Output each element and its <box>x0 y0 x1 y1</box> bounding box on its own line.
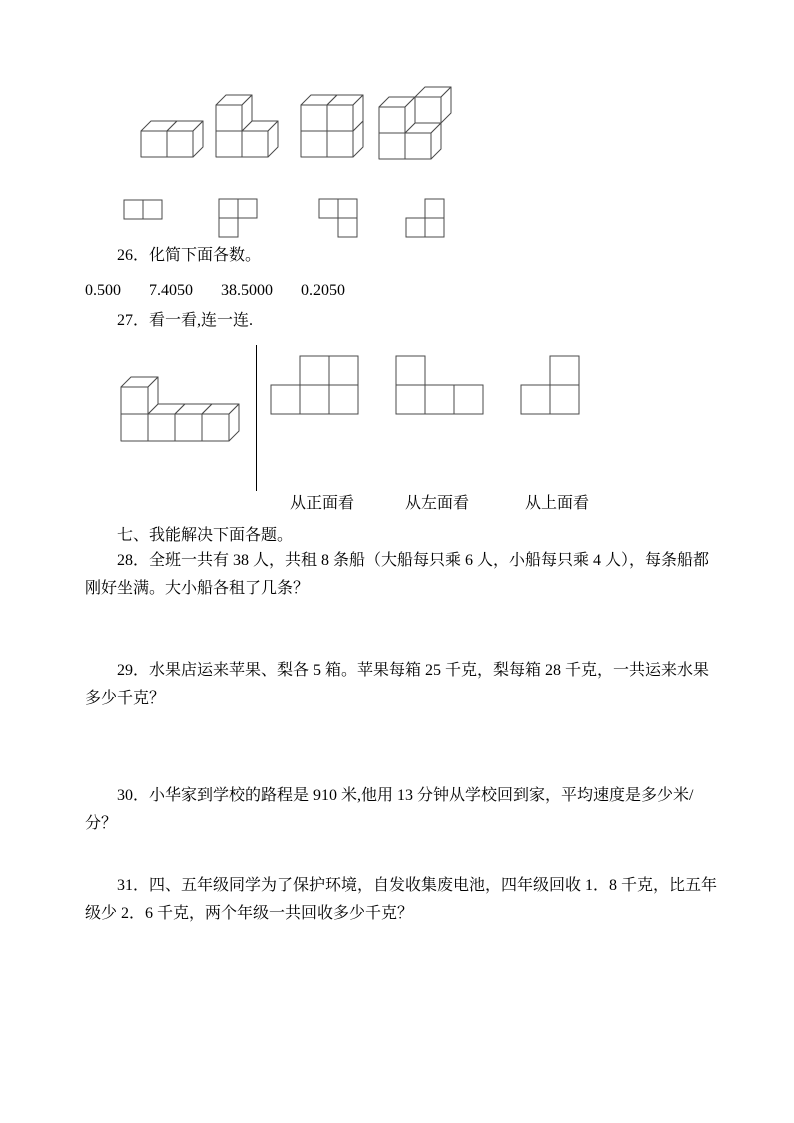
decimal-value-1: 0.500 <box>85 282 121 299</box>
question-27-title: 27．看一看,连一连. <box>117 312 254 329</box>
divider-line <box>256 345 257 491</box>
question-30-text: 30．小华家到学校的路程是 910 米,他用 13 分钟从学校回到家，平均速度是多少米/分？ <box>85 787 694 832</box>
decimal-value-2: 7.4050 <box>149 282 193 299</box>
cube-solid-figure-4 <box>378 86 452 160</box>
cube-solid-figure-3 <box>300 94 364 158</box>
question-27-view-left <box>395 355 484 415</box>
section-seven-title: 七、我能解决下面各题。 <box>117 527 294 544</box>
question-27-view-front <box>270 355 359 415</box>
cube-solid-figure-1 <box>140 120 204 158</box>
flat-view-figure-4 <box>405 198 445 238</box>
question-26-title: 26．化简下面各数。 <box>117 247 262 264</box>
label-view-from-left: 从左面看 <box>405 495 470 512</box>
question-28-text: 28．全班一共有 38 人，共租 8 条船（大船每只乘 6 人，小船每只乘 4 人），每条船都刚好坐满。大小船各租了几条？ <box>85 552 710 597</box>
flat-view-figure-2 <box>218 198 258 238</box>
label-view-from-front: 从正面看 <box>290 495 355 512</box>
question-26-values <box>85 278 369 304</box>
question-27-cube-solid <box>120 376 240 442</box>
decimal-value-3: 38.5000 <box>221 282 273 299</box>
flat-view-figure-3 <box>318 198 358 238</box>
question-27-view-top <box>520 355 580 415</box>
decimal-value-4: 0.2050 <box>301 282 345 299</box>
question-29-text: 29．水果店运来苹果、梨各 5 箱。苹果每箱 25 千克，梨每箱 28 千克，一共运来水果多少千克？ <box>85 662 710 707</box>
flat-view-figure-1 <box>123 199 163 220</box>
cube-solid-figure-2 <box>215 94 279 158</box>
question-31-text: 31．四、五年级同学为了保护环境，自发收集废电池，四年级回收 1．8 千克，比五年级少 2．6 千克，两个年级一共回收多少千克？ <box>85 877 718 922</box>
label-view-from-top: 从上面看 <box>525 495 590 512</box>
